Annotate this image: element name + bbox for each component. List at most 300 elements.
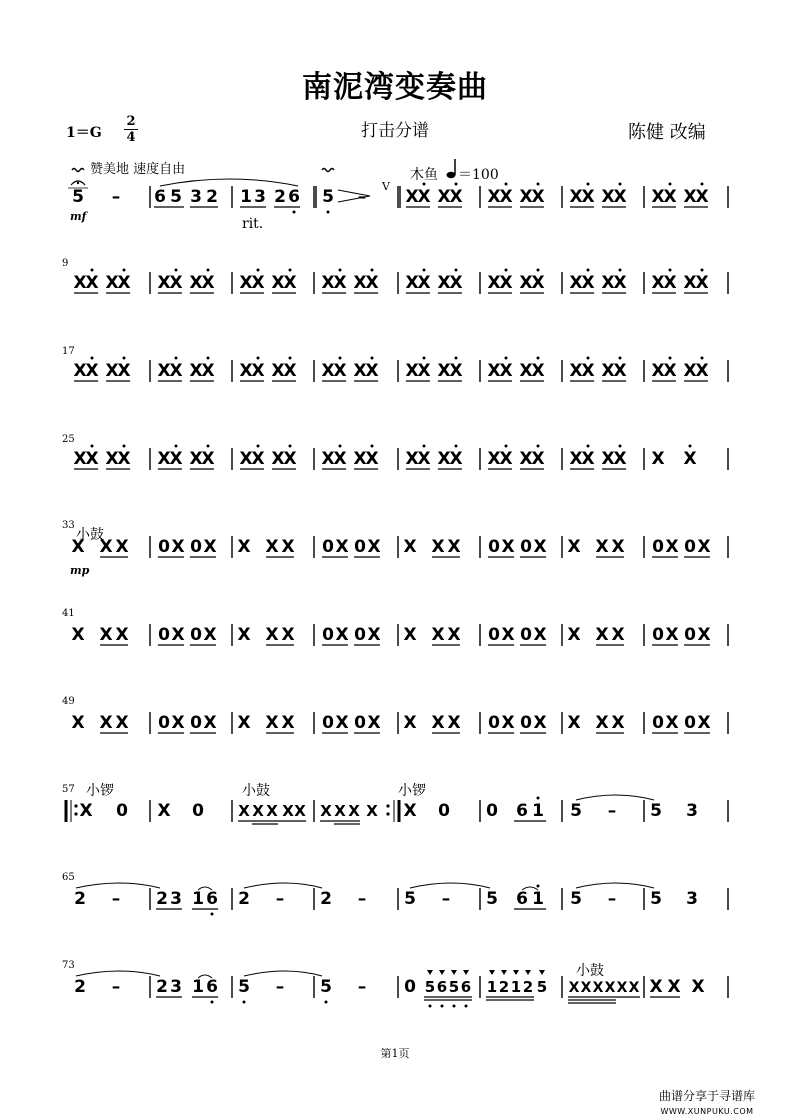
jianpu-note: 2 (274, 187, 286, 207)
x-note: X (613, 187, 627, 207)
x-note: X (601, 187, 615, 207)
octave-dot (453, 1005, 456, 1008)
jianpu-note: 2 (156, 977, 168, 997)
x-note: X (431, 537, 445, 557)
x-note: X (281, 537, 295, 557)
x-note: X (613, 273, 627, 293)
page-number: 第1页 (380, 1047, 410, 1060)
x-note: X (533, 537, 547, 557)
accent-dot (669, 357, 672, 360)
accent-dot (587, 183, 590, 186)
dash-sustain: – (275, 889, 285, 909)
tie-line (76, 883, 160, 888)
instrument-label-xiaogu-3: 小鼓 (576, 963, 604, 979)
accent-dot (537, 797, 540, 800)
accent-dot (123, 269, 126, 272)
accent-dot (505, 445, 508, 448)
jianpu-note: 6 (516, 889, 528, 909)
x-note: X (99, 537, 113, 557)
measure-number: 57 (62, 784, 75, 795)
x-note: X (201, 449, 215, 469)
x-note: X (665, 537, 679, 557)
x-note: X (252, 802, 264, 820)
x-note: X (335, 537, 349, 557)
x-note: X (265, 625, 279, 645)
jianpu-note: 2 (238, 889, 250, 909)
x-note: X (169, 449, 183, 469)
x-note: X (189, 449, 203, 469)
accent-dot (175, 357, 178, 360)
x-note: X (283, 449, 297, 469)
x-note: X (665, 713, 679, 733)
octave-dot (293, 211, 296, 214)
octave-dot (211, 1001, 214, 1004)
x-note: X (239, 361, 253, 381)
x-note: X (335, 713, 349, 733)
x-note: X (531, 361, 545, 381)
x-note: X (592, 980, 604, 996)
x-note: X (595, 537, 609, 557)
x-note: X (157, 801, 171, 821)
dash-sustain: – (607, 801, 617, 821)
jianpu-note: 5 (238, 977, 250, 997)
x-note: X (266, 802, 278, 820)
dash-sustain: – (111, 889, 121, 909)
x-note: X (417, 273, 431, 293)
x-note: X (403, 713, 417, 733)
x-note: X (333, 361, 347, 381)
accent-wedge (539, 970, 545, 975)
measure-number: 9 (62, 258, 69, 269)
rest-zero: 0 (652, 537, 664, 557)
x-note: X (437, 273, 451, 293)
x-note: X (79, 801, 93, 821)
rest-zero: 0 (322, 625, 334, 645)
accent-dot (537, 885, 540, 888)
jianpu-note: 6 (288, 187, 300, 207)
x-note: X (117, 273, 131, 293)
accent-dot (619, 183, 622, 186)
accent-dot (537, 269, 540, 272)
x-note: X (437, 449, 451, 469)
accent-dot (587, 445, 590, 448)
rest-zero: 0 (116, 801, 128, 821)
x-note: X (73, 361, 87, 381)
x-note: X (203, 713, 217, 733)
x-note: X (365, 449, 379, 469)
x-note: X (321, 361, 335, 381)
accent-dot (207, 445, 210, 448)
octave-dot (327, 211, 330, 214)
x-note: X (73, 273, 87, 293)
jianpu-note: 5 (570, 801, 582, 821)
rest-zero: 0 (520, 713, 532, 733)
x-note: X (169, 273, 183, 293)
jianpu-note: 3 (686, 889, 698, 909)
x-note: X (691, 977, 705, 997)
x-note: X (105, 449, 119, 469)
x-note: X (85, 449, 99, 469)
x-note: X (601, 273, 615, 293)
accent-wedge (489, 970, 495, 975)
jianpu-note: 1 (240, 187, 252, 207)
accent-dot (455, 183, 458, 186)
slur-line (160, 179, 298, 186)
x-note: X (697, 713, 711, 733)
accent-dot (257, 445, 260, 448)
x-note: X (651, 361, 665, 381)
x-note: X (649, 977, 663, 997)
x-note: X (567, 537, 581, 557)
accent-wedge (513, 970, 519, 975)
x-note: X (616, 980, 628, 996)
jianpu-note: 3 (254, 187, 266, 207)
accent-dot (587, 357, 590, 360)
x-note: X (282, 802, 294, 820)
x-note: X (321, 449, 335, 469)
x-note: X (487, 273, 501, 293)
accent-dot (619, 357, 622, 360)
x-note: X (487, 449, 501, 469)
x-note: X (265, 537, 279, 557)
x-note: X (115, 713, 129, 733)
x-note: X (533, 625, 547, 645)
accent-dot (423, 269, 426, 272)
jianpu-note: 3 (170, 977, 182, 997)
accent-dot (537, 445, 540, 448)
x-note: X (604, 980, 616, 996)
x-note: X (581, 273, 595, 293)
jianpu-note: 6 (154, 187, 166, 207)
rest-zero: 0 (520, 625, 532, 645)
x-note: X (365, 361, 379, 381)
accent-wedge (439, 970, 445, 975)
x-note: X (71, 537, 85, 557)
accent-dot (339, 357, 342, 360)
x-note: X (271, 361, 285, 381)
x-note: X (667, 977, 681, 997)
x-note: X (237, 537, 251, 557)
x-note: X (499, 449, 513, 469)
x-note: X (189, 361, 203, 381)
x-note: X (405, 187, 419, 207)
x-note: X (99, 625, 113, 645)
rest-zero: 0 (158, 625, 170, 645)
x-note: X (171, 537, 185, 557)
dash-sustain: – (275, 977, 285, 997)
x-note: X (437, 361, 451, 381)
x-note: X (569, 361, 583, 381)
x-note: X (487, 187, 501, 207)
intro-tempo-marking: 赞美地 速度自由 (90, 162, 186, 177)
rest-zero: 0 (158, 713, 170, 733)
x-note: X (663, 361, 677, 381)
accent-dot (339, 269, 342, 272)
x-note: X (499, 361, 513, 381)
x-note: X (117, 361, 131, 381)
x-note: X (683, 449, 697, 469)
accent-dot (371, 445, 374, 448)
dash-sustain: – (357, 977, 367, 997)
x-note: X (238, 802, 250, 820)
jianpu-note: 2 (74, 977, 86, 997)
octave-dot (325, 1001, 328, 1004)
x-note: X (251, 449, 265, 469)
jianpu-note: 6 (436, 978, 448, 996)
x-note: X (651, 187, 665, 207)
dash-sustain: – (111, 187, 121, 207)
watermark-line-1: 曲谱分享于寻谱库 (658, 1089, 755, 1103)
accent-wedge (463, 970, 469, 975)
x-note: X (447, 713, 461, 733)
x-note: X (499, 187, 513, 207)
measure-number: 33 (62, 520, 75, 531)
tie-line (244, 883, 322, 888)
jianpu-note: 3 (686, 801, 698, 821)
x-note: X (251, 361, 265, 381)
jianpu-note: 5 (536, 978, 548, 996)
accent-dot (537, 357, 540, 360)
x-note: X (533, 713, 547, 733)
accent-dot (289, 445, 292, 448)
x-note: X (405, 361, 419, 381)
accent-wedge (525, 970, 531, 975)
x-note: X (417, 449, 431, 469)
x-note: X (71, 625, 85, 645)
x-note: X (105, 361, 119, 381)
x-note: X (85, 273, 99, 293)
x-note: X (695, 187, 709, 207)
jianpu-note: 1 (532, 801, 544, 821)
x-note: X (367, 625, 381, 645)
time-signature-denominator: 4 (126, 130, 136, 145)
octave-dot (211, 913, 214, 916)
fermata-dot (77, 182, 79, 184)
x-note: X (501, 713, 515, 733)
tie-line (244, 971, 322, 976)
x-note: X (333, 449, 347, 469)
dash-sustain: – (357, 889, 367, 909)
accent-dot (619, 269, 622, 272)
x-note: X (683, 187, 697, 207)
instrument-label-xiaoluo: 小锣 (86, 783, 114, 799)
rest-zero: 0 (652, 713, 664, 733)
tie-line (576, 883, 654, 888)
accent-dot (669, 183, 672, 186)
accent-wedge (427, 970, 433, 975)
x-note: X (405, 449, 419, 469)
x-note: X (417, 361, 431, 381)
x-note: X (437, 187, 451, 207)
accent-dot (207, 357, 210, 360)
note-sol: 5 (322, 187, 334, 207)
tempo-value: ＝100 (458, 167, 499, 183)
x-note: X (189, 273, 203, 293)
rest-zero: 0 (354, 625, 366, 645)
octave-dot (441, 1005, 444, 1008)
accent-dot (505, 183, 508, 186)
time-signature-numerator: 2 (124, 114, 138, 130)
x-note: X (283, 273, 297, 293)
jianpu-note: 5 (404, 889, 416, 909)
rest-zero: 0 (158, 537, 170, 557)
x-note: X (581, 187, 595, 207)
octave-dot (465, 1005, 468, 1008)
accent-dot (423, 183, 426, 186)
accent-dot (371, 357, 374, 360)
x-note: X (487, 361, 501, 381)
measure-number: 73 (62, 960, 75, 971)
breath-mark: V (382, 180, 390, 193)
jianpu-note: 6 (516, 801, 528, 821)
x-note: X (499, 273, 513, 293)
x-note: X (651, 273, 665, 293)
accent-dot (91, 357, 94, 360)
x-note: X (237, 625, 251, 645)
x-note: X (567, 713, 581, 733)
instrument-label-muyu: 木鱼 (410, 167, 438, 183)
jianpu-note: 2 (522, 978, 534, 996)
x-note: X (353, 361, 367, 381)
x-note: X (531, 273, 545, 293)
x-note: X (271, 449, 285, 469)
accent-dot (455, 357, 458, 360)
x-note: X (321, 273, 335, 293)
x-note: X (697, 537, 711, 557)
rest-zero: 0 (190, 625, 202, 645)
x-note: X (367, 713, 381, 733)
x-note: X (611, 625, 625, 645)
rest-zero: 0 (438, 801, 450, 821)
rest-zero: 0 (190, 537, 202, 557)
x-note: X (171, 713, 185, 733)
x-note: X (157, 361, 171, 381)
x-note: X (237, 713, 251, 733)
x-note: X (501, 537, 515, 557)
x-note: X (239, 273, 253, 293)
jianpu-note: 5 (170, 187, 182, 207)
x-note: X (595, 713, 609, 733)
dynamic-mf: mf (70, 210, 87, 223)
x-note: X (447, 537, 461, 557)
x-note: X (203, 625, 217, 645)
accent-dot (175, 269, 178, 272)
rit-marking: rit. (242, 216, 264, 232)
measure-number: 17 (62, 346, 75, 357)
jianpu-note: 5 (320, 977, 332, 997)
x-note: X (157, 273, 171, 293)
rest-zero: 0 (684, 713, 696, 733)
x-note: X (519, 361, 533, 381)
x-note: X (403, 625, 417, 645)
x-note: X (353, 449, 367, 469)
arranger-credit: 陈健 改编 (628, 122, 706, 143)
rest-zero: 0 (488, 537, 500, 557)
x-note: X (203, 537, 217, 557)
x-note: X (569, 449, 583, 469)
x-note: X (99, 713, 113, 733)
x-note: X (663, 187, 677, 207)
x-note: X (365, 273, 379, 293)
jianpu-note: 5 (448, 978, 460, 996)
accent-dot (207, 269, 210, 272)
measure-number: 49 (62, 696, 75, 707)
rest-zero: 0 (192, 801, 204, 821)
accent-dot (505, 357, 508, 360)
key-signature: 1＝G (66, 125, 102, 141)
accent-wedge (451, 970, 457, 975)
x-note: X (449, 449, 463, 469)
x-note: X (601, 449, 615, 469)
accent-dot (91, 269, 94, 272)
x-note: X (251, 273, 265, 293)
repeat-dot (74, 812, 77, 815)
x-note: X (115, 537, 129, 557)
x-note: X (334, 802, 346, 820)
accent-dot (689, 445, 692, 448)
accent-dot (175, 445, 178, 448)
accent-dot (371, 269, 374, 272)
x-note: X (281, 713, 295, 733)
x-note: X (651, 449, 665, 469)
jianpu-note: 5 (486, 889, 498, 909)
octave-dot (243, 1001, 246, 1004)
accent-dot (701, 357, 704, 360)
x-note: X (695, 361, 709, 381)
measure-number: 41 (62, 608, 75, 619)
accent-dot (339, 445, 342, 448)
tie-line (76, 971, 160, 976)
x-note: X (239, 449, 253, 469)
accent-dot (289, 269, 292, 272)
jianpu-note: 5 (424, 978, 436, 996)
x-note: X (320, 802, 332, 820)
rest-zero: 0 (322, 713, 334, 733)
x-note: X (581, 361, 595, 381)
rest-zero: 0 (190, 713, 202, 733)
accent-dot (257, 357, 260, 360)
accent-dot (701, 269, 704, 272)
jianpu-note: 2 (498, 978, 510, 996)
x-note: X (613, 449, 627, 469)
jianpu-note: 5 (570, 889, 582, 909)
rest-zero: 0 (488, 713, 500, 733)
x-note: X (613, 361, 627, 381)
x-note: X (531, 449, 545, 469)
x-note: X (169, 361, 183, 381)
accent-dot (455, 269, 458, 272)
x-note: X (431, 713, 445, 733)
x-note: X (611, 537, 625, 557)
x-note: X (265, 713, 279, 733)
score-title: 南泥湾变奏曲 (302, 70, 488, 105)
dash-sustain: – (357, 187, 367, 207)
x-note: X (683, 273, 697, 293)
x-note: X (519, 449, 533, 469)
dynamic-mp: mp (70, 564, 90, 577)
rest-zero: 0 (652, 625, 664, 645)
rest-zero: 0 (354, 537, 366, 557)
jianpu-note: 6 (460, 978, 472, 996)
x-note: X (366, 802, 378, 820)
x-note: X (201, 361, 215, 381)
x-note: X (595, 625, 609, 645)
jianpu-note: 3 (170, 889, 182, 909)
x-note: X (501, 625, 515, 645)
measure-number: 65 (62, 872, 75, 883)
x-note: X (569, 187, 583, 207)
x-note: X (449, 361, 463, 381)
